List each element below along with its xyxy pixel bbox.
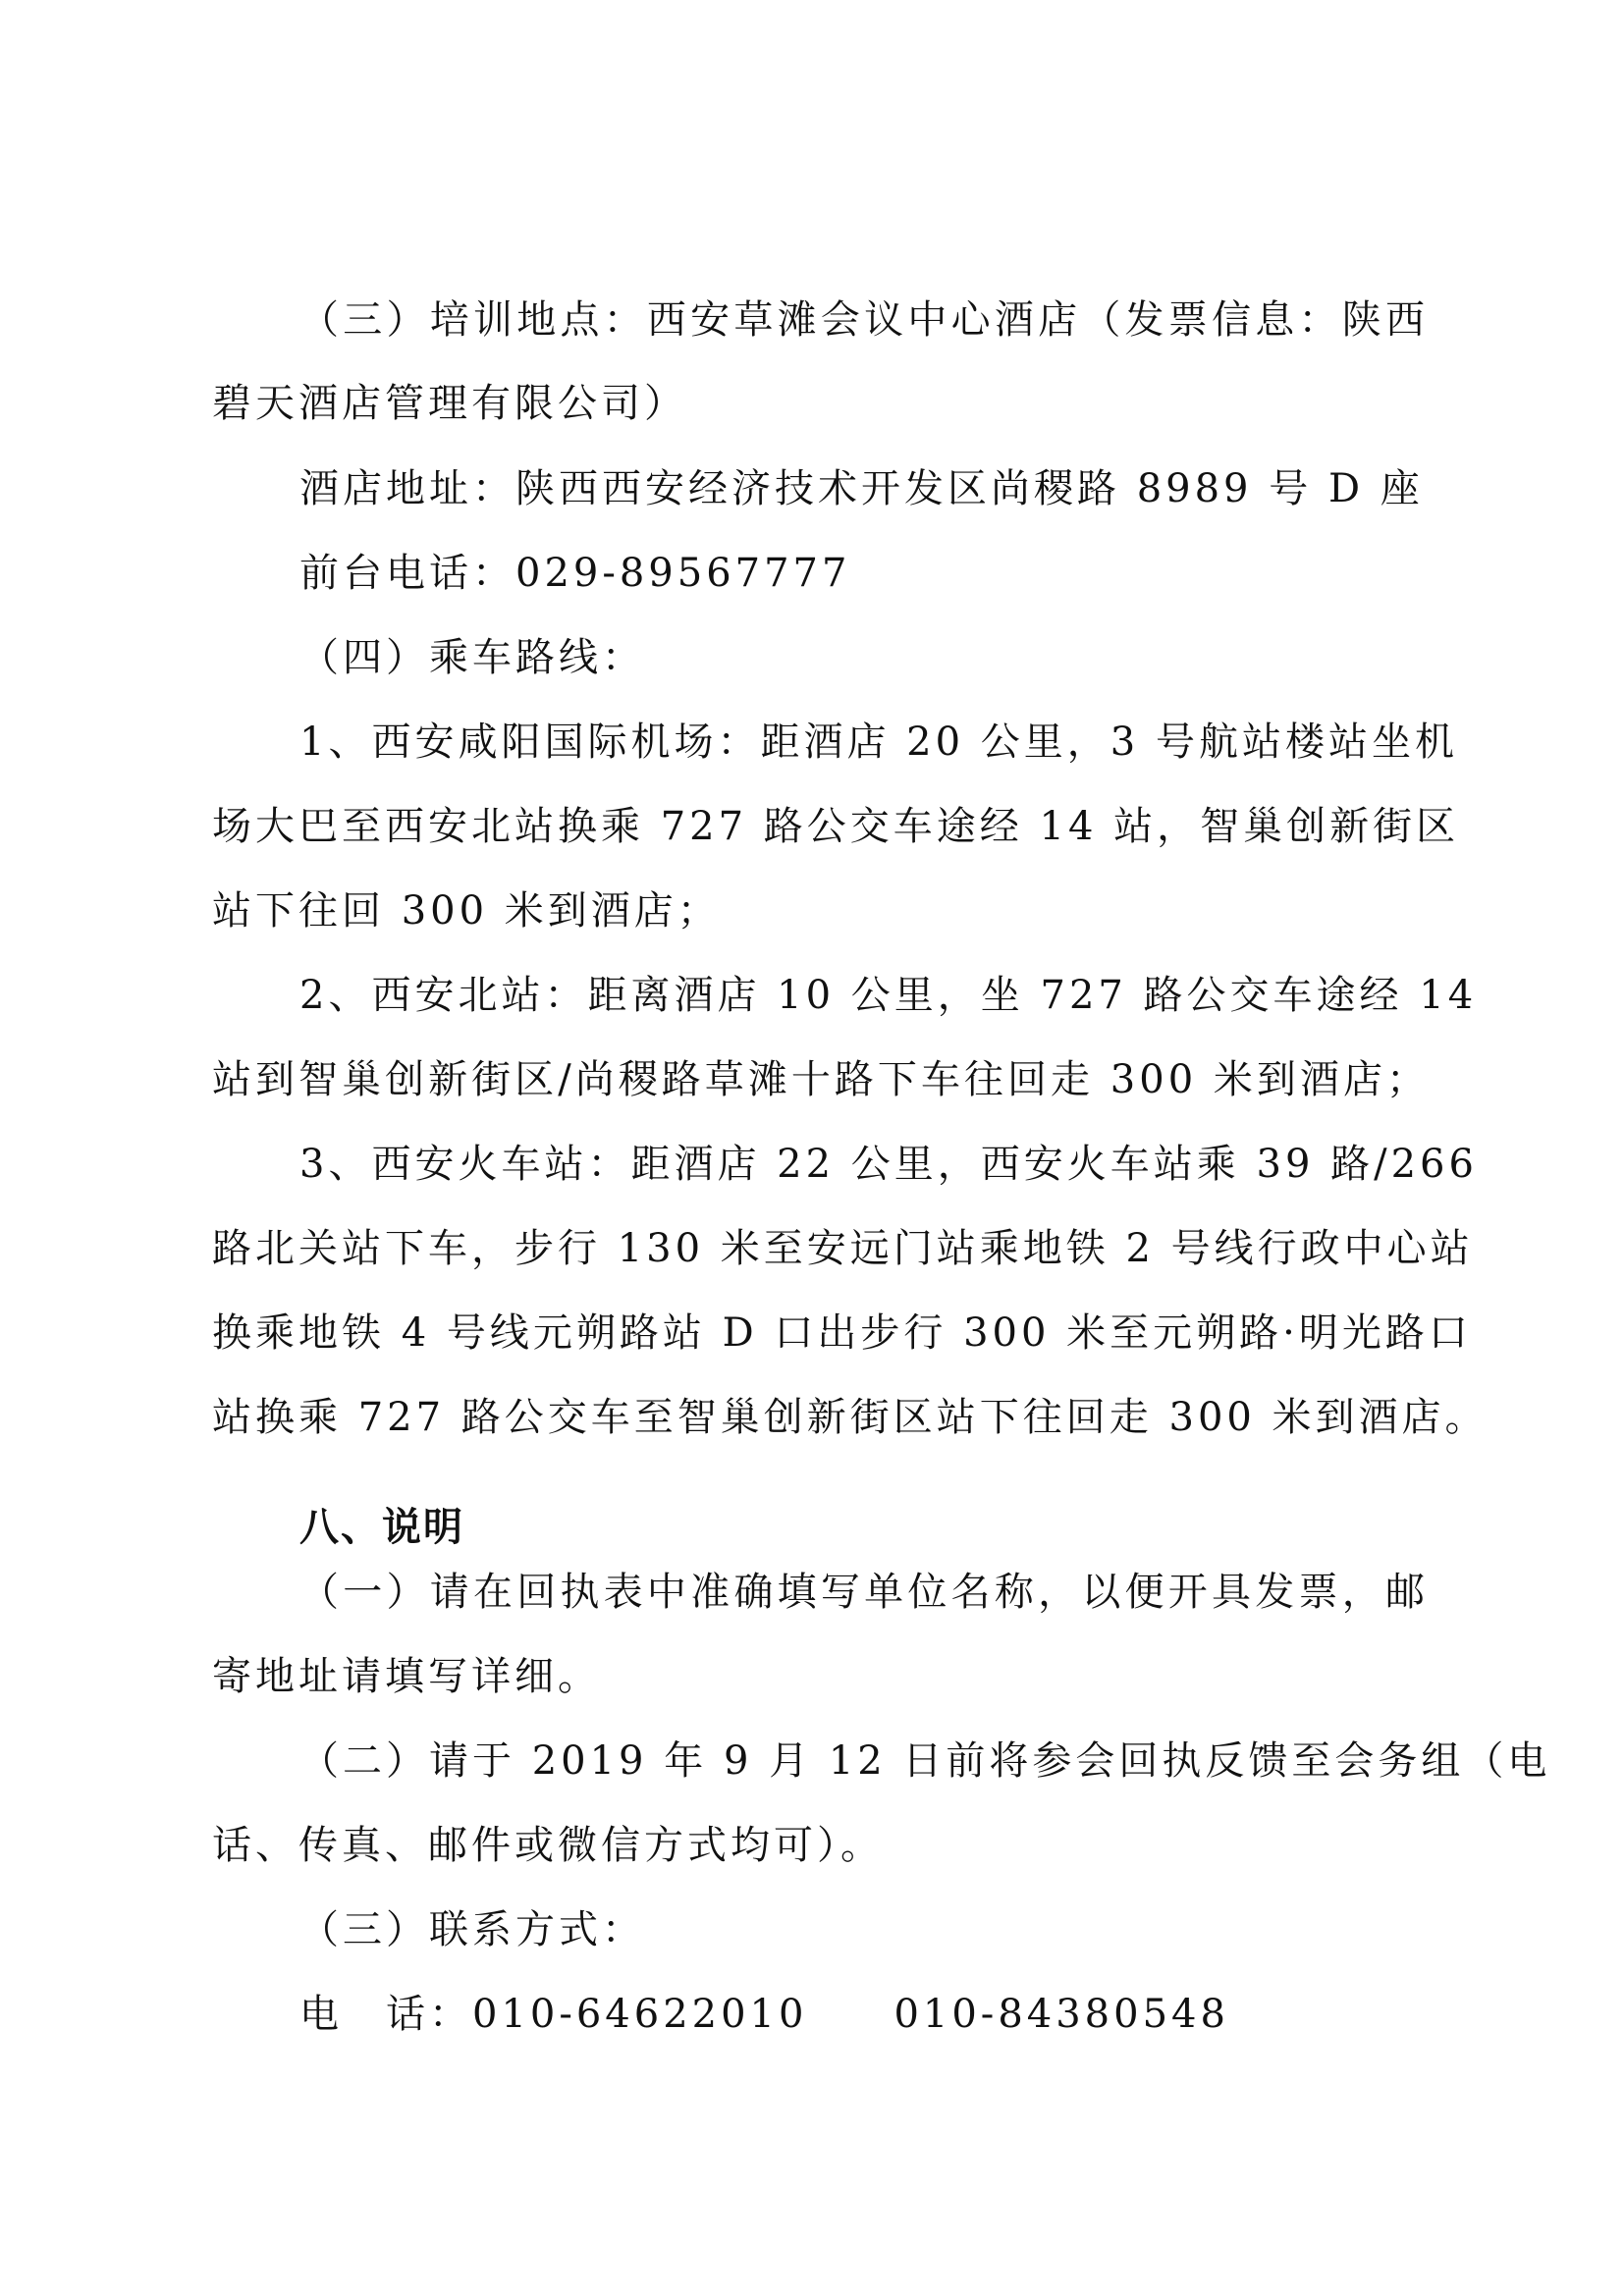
- route-heading: （四）乘车路线：: [299, 635, 645, 680]
- hotel-address: 酒店地址：陕西西安经济技术开发区尚稷路 8989 号 D 座: [299, 466, 1424, 511]
- route-north-station-cont: 站到智巢创新街区/尚稷路草滩十路下车往回走 300 米到酒店；: [212, 1057, 1430, 1102]
- route-railway-station-cont-2: 换乘地铁 4 号线元朔路站 D 口出步行 300 米至元朔路·明光路口: [212, 1310, 1472, 1356]
- note-one: （一）请在回执表中准确填写单位名称，以便开具发票，邮: [299, 1570, 1429, 1615]
- note-one-cont: 寄地址请填写详细。: [212, 1654, 601, 1699]
- route-north-station: 2、西安北站：距离酒店 10 公里，坐 727 路公交车途经 14: [299, 973, 1478, 1018]
- note-three-contact: （三）联系方式：: [299, 1907, 645, 1952]
- route-railway-station: 3、西安火车站：距酒店 22 公里，西安火车站乘 39 路/266: [299, 1142, 1478, 1187]
- front-desk-phone: 前台电话：029-89567777: [299, 551, 851, 596]
- route-railway-station-cont-1: 路北关站下车，步行 130 米至安远门站乘地铁 2 号线行政中心站: [212, 1226, 1474, 1271]
- route-airport-cont-1: 场大巴至西安北站换乘 727 路公交车途经 14 站，智巢创新街区: [212, 804, 1460, 849]
- route-airport-cont-2: 站下往回 300 米到酒店；: [212, 888, 721, 934]
- note-two: （二）请于 2019 年 9 月 12 日前将参会回执反馈至会务组（电: [299, 1738, 1551, 1784]
- contact-phone: 电 话：010-64622010 010-84380548: [299, 1992, 1229, 2037]
- training-location-line-cont: 碧天酒店管理有限公司）: [212, 381, 687, 426]
- route-railway-station-cont-3: 站换乘 727 路公交车至智巢创新街区站下往回走 300 米到酒店。: [212, 1395, 1489, 1440]
- route-airport: 1、西安咸阳国际机场：距酒店 20 公里，3 号航站楼站坐机: [299, 720, 1458, 765]
- note-two-cont: 话、传真、邮件或微信方式均可）。: [212, 1823, 884, 1868]
- section-heading-notes: 八、说明: [299, 1505, 464, 1550]
- training-location-line: （三）培训地点：西安草滩会议中心酒店（发票信息：陕西: [299, 297, 1429, 343]
